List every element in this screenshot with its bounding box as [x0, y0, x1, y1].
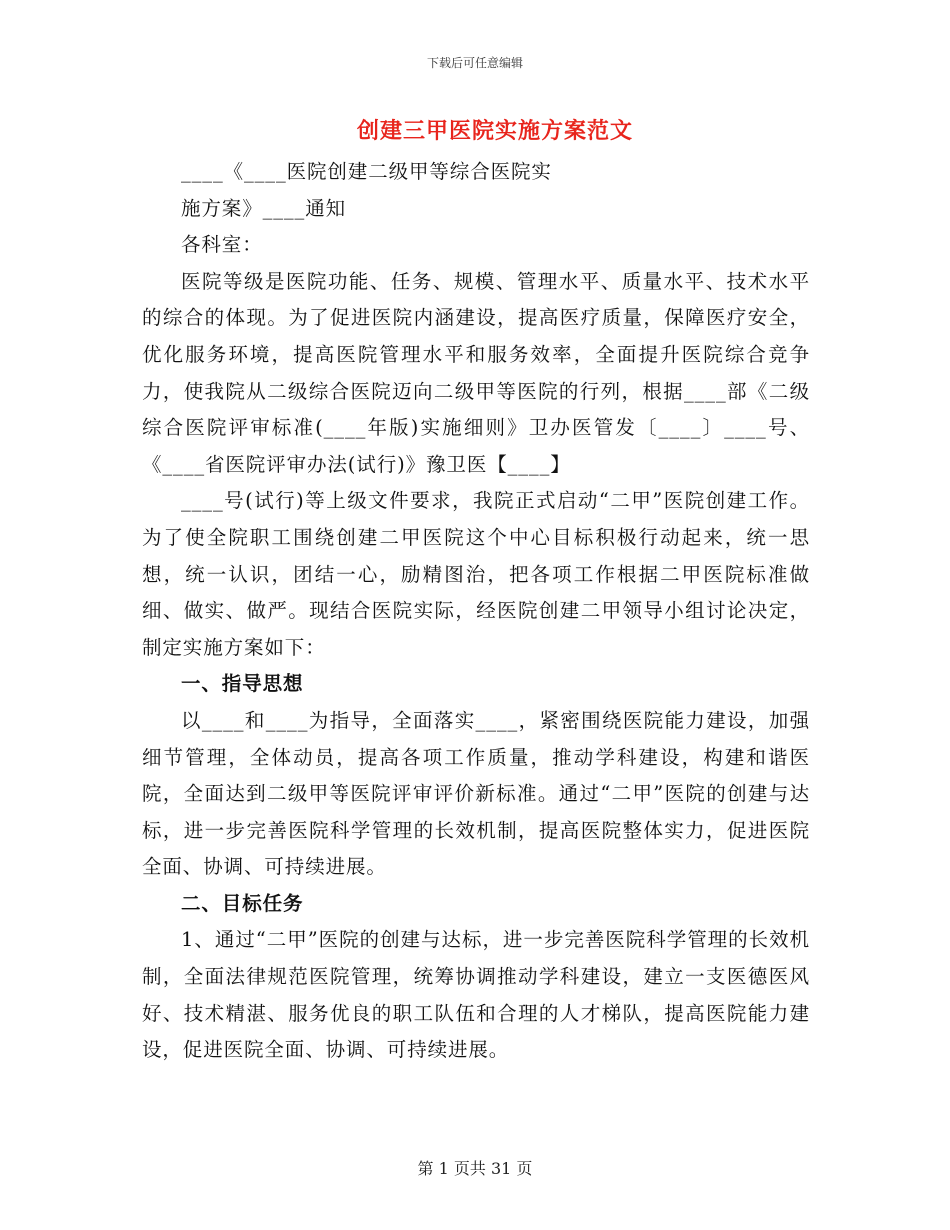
section-heading-guiding-ideology: 一、指导思想	[181, 672, 304, 696]
paragraph-intro: 医院等级是医院功能、任务、规模、管理水平、质量水平、技术水平的综合的体现。为了促进医院内涵建设，提高医疗质量，保障医疗安全，优化服务环境，提高医院管理水平和服务效率，全面提升医院综合竞争力，使我院从二级综合医院迈向二级甲等医院的行列，根据____部《二级综合医院评审标准(____年版)实施细则》卫办医管发〔____〕____号、《____省医院评审办法(试行)》豫卫医【____】	[142, 269, 810, 476]
paragraph-launch: ____号(试行)等上级文件要求，我院正式启动“二甲”医院创建工作。为了使全院职工围绕创建二甲医院这个中心目标积极行动起来，统一思想，统一认识，团结一心，励精图治，把各项工作根据二甲医院标准做细、做实、做严。现结合医院实际，经医院创建二甲领导小组讨论决定，制定实施方案如下：	[142, 489, 810, 659]
salutation: 各科室：	[181, 233, 263, 257]
section-heading-goals: 二、目标任务	[181, 891, 304, 915]
notice-line-1: ____《____医院创建二级甲等综合医院实	[181, 160, 552, 183]
page-indicator: 第 1 页共 31 页	[417, 1159, 533, 1178]
document-body	[142, 154, 810, 1069]
header-note: 下载后可任意编辑	[426, 56, 523, 70]
document-title: 创建三甲医院实施方案范文	[356, 118, 633, 144]
paragraph-goal-item-1: 1、通过“二甲”医院的创建与达标，进一步完善医院科学管理的长效机制，全面法律规范医院管理，统筹协调推动学科建设，建立一支医德医风好、技术精湛、服务优良的职工队伍和合理的人才梯队，提高医院能力建设，促进医院全面、协调、可持续进展。	[142, 928, 810, 1062]
notice-line-2: 施方案》____通知	[181, 196, 347, 220]
paragraph-guiding-ideology: 以____和____为指导，全面落实____，紧密围绕医院能力建设，加强细节管理，全体动员，提高各项工作质量，推动学科建设，构建和谐医院，全面达到二级甲等医院评审评价新标准。通过“二甲”医院的创建与达标，进一步完善医院科学管理的长效机制，提高医院整体实力，促进医院全面、协调、可持续进展。	[142, 708, 810, 879]
